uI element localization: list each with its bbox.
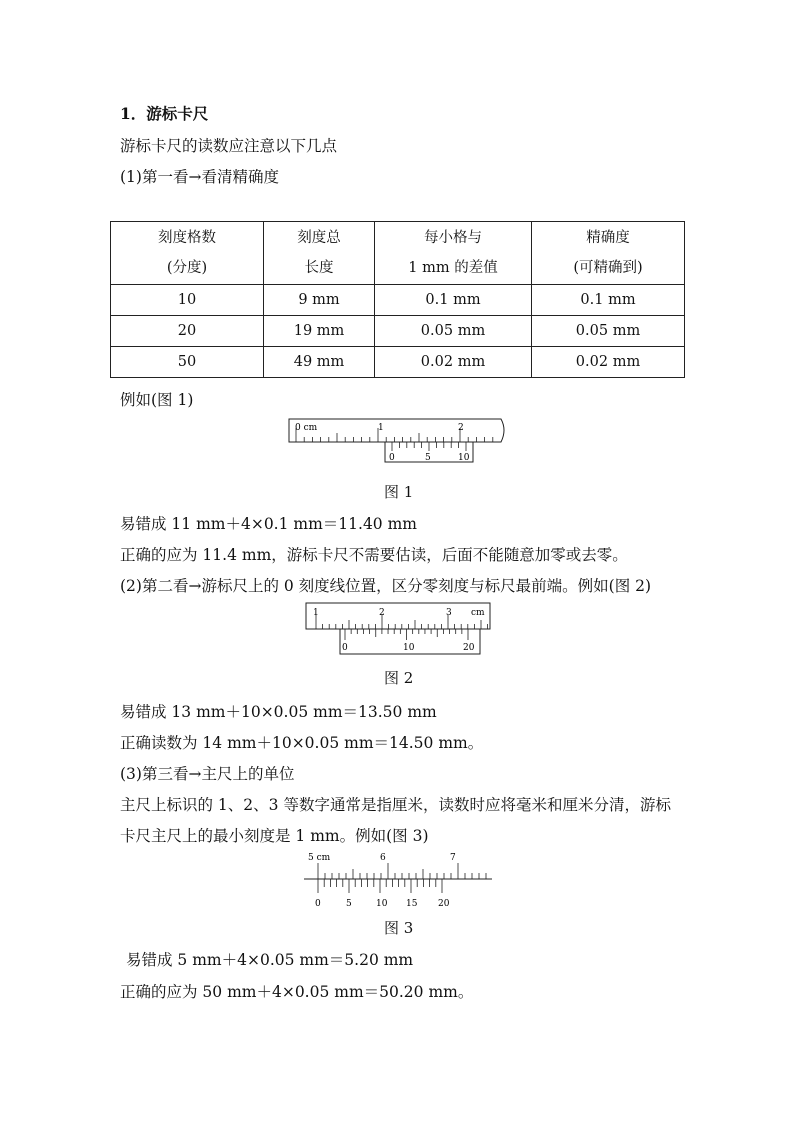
point-3-heading: (3)第三看→主尺上的单位 [120,765,295,783]
table-cell: 0.05 mm [375,316,532,347]
table-cell: 0.1 mm [532,285,685,316]
table-cell: 10 [111,285,264,316]
vernier-scale-label: 20 [438,899,450,909]
table-cell: 0.02 mm [375,347,532,378]
figure-2-caption: 图 2 [384,669,414,687]
main-scale-outline [306,603,490,629]
wrong-reading-2: 易错成 13 mm＋10×0.05 mm＝13.50 mm [120,703,437,721]
main-scale-label: 5 cm [308,853,331,863]
main-scale-label: 1 [378,423,384,433]
main-scale-unit: cm [471,608,485,618]
vernier-caliper-figure-1 [287,418,509,466]
vernier-scale-label: 5 [346,899,352,909]
point-3-note-line-1: 主尺上标识的 1、2、3 等数字通常是指厘米，读数时应将毫米和厘米分清，游标 [120,796,671,814]
vernier-caliper-figure-3 [302,849,494,911]
main-scale-label: 1 [313,608,319,618]
point-1-heading: (1)第一看→看清精确度 [120,168,279,186]
table-cell: 19 mm [264,316,375,347]
point-2-heading: (2)第二看→游标尺上的 0 刻度线位置，区分零刻度与标尺最前端。例如(图 2) [120,577,652,595]
table-cell: 0.05 mm [532,316,685,347]
table-cell: 0.1 mm [375,285,532,316]
vernier-scale-label: 10 [376,899,388,909]
table-cell: 50 [111,347,264,378]
table-header-cell: 刻度格数 (分度) [111,222,264,285]
vernier-scale-label: 0 [315,899,321,909]
table-header-cell: 刻度总 长度 [264,222,375,285]
table-header-row [111,222,685,285]
example-1-text: 例如(图 1) [120,391,194,409]
wrong-reading-1: 易错成 11 mm＋4×0.1 mm＝11.40 mm [120,515,417,533]
main-scale-label: 7 [450,853,456,863]
table-row [111,285,685,316]
table-header-cell: 精确度 (可精确到) [532,222,685,285]
table-cell: 9 mm [264,285,375,316]
vernier-scale-label: 15 [406,899,418,909]
vernier-caliper-figure-2 [305,602,491,656]
table-row [111,316,685,347]
table-cell: 49 mm [264,347,375,378]
table-cell: 0.02 mm [532,347,685,378]
vernier-scale-label: 5 [425,453,431,463]
main-scale-label: 2 [458,423,464,433]
table-cell: 20 [111,316,264,347]
correct-reading-2: 正确读数为 14 mm＋10×0.05 mm＝14.50 mm。 [120,734,484,752]
table-header-cell: 每小格与 1 mm 的差值 [375,222,532,285]
precision-table [110,221,685,378]
figure-1-caption: 图 1 [384,483,414,501]
main-scale-label: 0 cm [295,423,318,433]
table-row [111,347,685,378]
vernier-scale-label: 20 [463,643,475,653]
correct-reading-3: 正确的应为 50 mm＋4×0.05 mm＝50.20 mm。 [120,983,474,1001]
vernier-scale-label: 10 [458,453,470,463]
main-scale-label: 6 [380,853,386,863]
main-scale-label: 3 [446,608,452,618]
vernier-scale-label: 0 [342,643,348,653]
main-scale-label: 2 [379,608,385,618]
figure-3-caption: 图 3 [384,919,414,937]
vernier-scale-label: 0 [389,453,395,463]
intro-text: 游标卡尺的读数应注意以下几点 [120,137,338,155]
wrong-reading-3: 易错成 5 mm＋4×0.05 mm＝5.20 mm [126,951,414,969]
section-title: 1．游标卡尺 [120,104,209,123]
point-3-note-line-2: 卡尺主尺上的最小刻度是 1 mm。例如(图 3) [120,827,429,845]
correct-reading-1: 正确的应为 11.4 mm，游标卡尺不需要估读，后面不能随意加零或去零。 [120,546,628,564]
main-scale-outline [289,419,504,442]
vernier-scale-label: 10 [403,643,415,653]
